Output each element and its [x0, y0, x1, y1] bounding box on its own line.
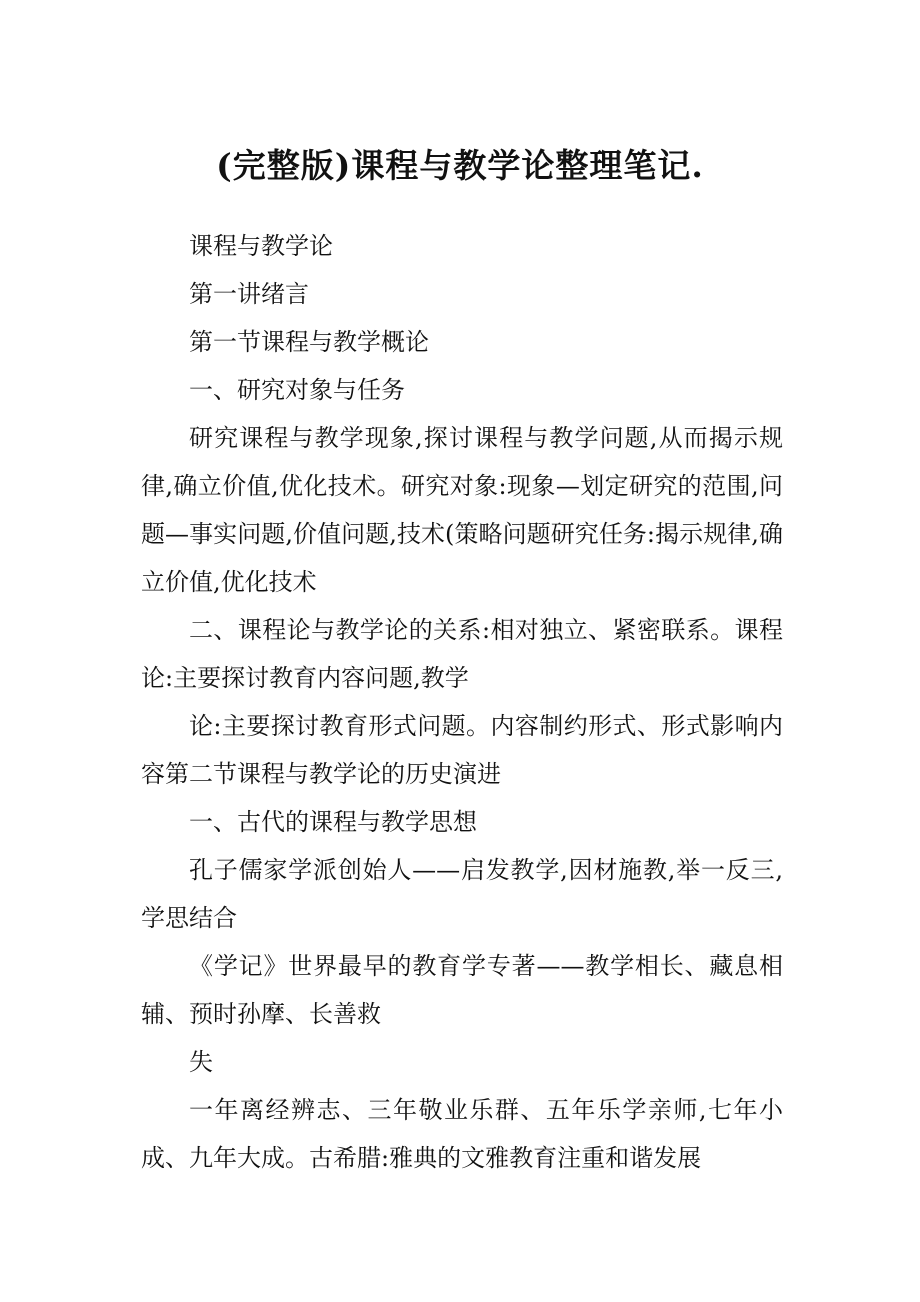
document-body: [141, 222, 783, 1182]
document-title: (完整版)课程与教学论整理笔记.: [216, 146, 704, 185]
heading-ancient-thought: 一、古代的课程与教学思想: [189, 808, 477, 836]
heading-research-object: 一、研究对象与任务: [189, 376, 405, 404]
paragraph-form-content: 论:主要探讨教育形式问题。内容制约形式、形式影响内容第二节课程与教学论的历史演进: [141, 712, 783, 788]
paragraph-xueji-end: 失: [189, 1048, 213, 1076]
paragraph-stages-greece: 一年离经辨志、三年敬业乐群、五年乐学亲师,七年小成、九年大成。古希腊:雅典的文雅教育注重和谐发展: [141, 1096, 783, 1172]
heading-lecture-one: 第一讲绪言: [189, 280, 309, 308]
paragraph-research-content: 研究课程与教学现象,探讨课程与教学问题,从而揭示规律,确立价值,优化技术。研究对象:现象—划定研究的范围,问题—事实问题,价值问题,技术(策略问题研究任务:揭示规律,确立价值,优化技术: [141, 424, 783, 596]
heading-section-one: 第一节课程与教学概论: [189, 328, 429, 356]
paragraph-confucius: 孔子儒家学派创始人——启发教学,因材施教,举一反三,学思结合: [141, 856, 783, 932]
paragraph-xueji: 《学记》世界最早的教育学专著——教学相长、藏息相辅、预时孙摩、长善救: [141, 952, 783, 1028]
heading-course-and-teaching: 课程与教学论: [189, 232, 333, 260]
paragraph-relationship: 二、课程论与教学论的关系:相对独立、紧密联系。课程论:主要探讨教育内容问题,教学: [141, 616, 783, 692]
